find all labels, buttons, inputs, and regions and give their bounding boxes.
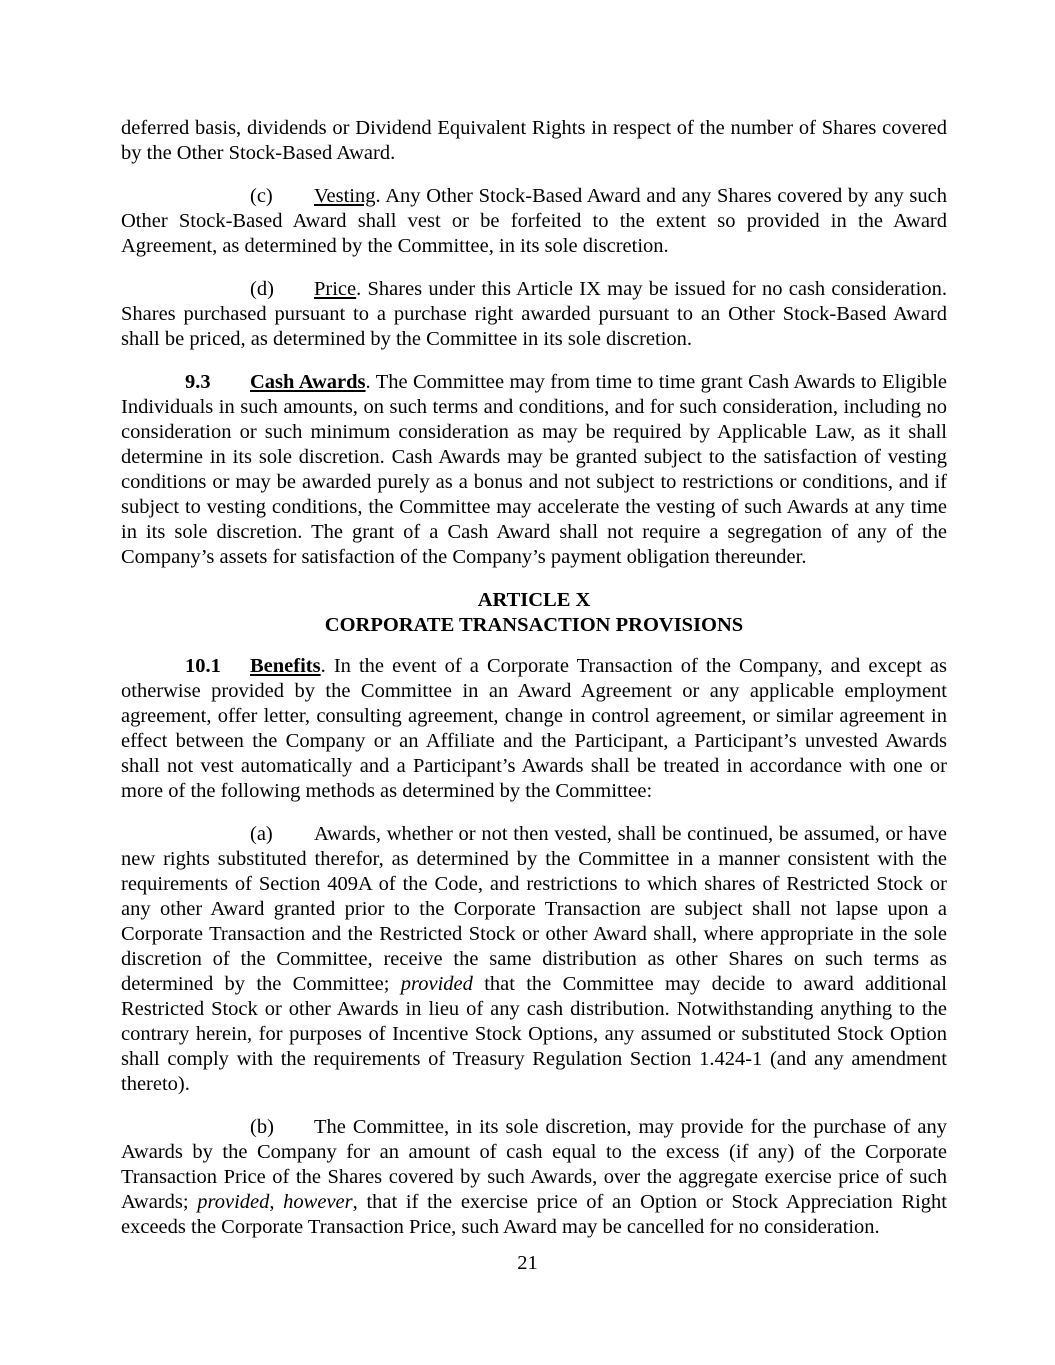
paragraph-d-term: Price <box>314 278 357 300</box>
paragraph-continuation-text: deferred basis, dividends or Dividend Equivalent Rights in respect of the number of Shares covered by the Other Stock-Based Award. <box>121 117 947 164</box>
article-x-number: ARTICLE X <box>477 589 591 611</box>
paragraph-c-label: (c) <box>250 185 273 207</box>
paragraph-a-label: (a) <box>250 823 273 845</box>
paragraph-b-italic: provided, however <box>197 1191 353 1213</box>
article-x-title: CORPORATE TRANSACTION PROVISIONS <box>324 614 744 636</box>
section-9-3 <box>121 370 947 570</box>
section-9-3-text: . The Committee may from time to time grant Cash Awards to Eligible Individuals in such amounts, on such terms and conditions, and for such consideration, including no consideration or such minimum consideration as may be required by Applicable Law, as it shall determine in its sole discretion. Cash Awards may be granted subject to the satisfaction of vesting conditions or may be awarded purely as a bonus and not subject to restrictions or conditions, and if subject to vesting conditions, the Committee may accelerate the vesting of such Awards at any time in its sole discretion. The grant of a Cash Award shall not require a segregation of any of the Company’s assets for satisfaction of the Company’s payment obligation thereunder. <box>121 371 947 568</box>
paragraph-d-label: (d) <box>250 278 274 300</box>
paragraph-a-text-1: Awards, whether or not then vested, shall be continued, be assumed, or have new rights substituted therefor, as determined by the Committee in a manner consistent with the requirements of Section 409A of the Code, and restrictions to which shares of Restricted Stock or any other Award granted prior to the Corporate Transaction are subject shall not lapse upon a Corporate Transaction and the Restricted Stock or other Award shall, where appropriate in the sole discretion of the Committee, receive the same distribution as other Shares on such terms as determined by the Committee; <box>121 823 947 995</box>
article-x-heading <box>121 588 947 638</box>
paragraph-b <box>121 1115 947 1240</box>
paragraph-c-text: . Any Other Stock-Based Award and any Shares covered by any such Other Stock-Based Award shall vest or be forfeited to the extent so provided in the Award Agreement, as determined by the Committee, in its sole discretion. <box>121 185 947 257</box>
paragraph-a-text-2: that the Committee may decide to award additional Restricted Stock or other Awards in lieu of any cash distribution. Notwithstanding anything to the contrary herein, for purposes of Incentive Stock Options, any assumed or substituted Stock Option shall comply with the requirements of Treasury Regulation Section 1.424-1 (and any amendment thereto). <box>121 973 947 1095</box>
section-10-1-term: Benefits <box>250 655 321 677</box>
section-10-1-number: 10.1 <box>185 655 221 677</box>
paragraph-b-label: (b) <box>250 1116 274 1138</box>
paragraph-d <box>121 277 947 352</box>
section-10-1 <box>121 654 947 804</box>
paragraph-continuation <box>121 116 947 166</box>
paragraph-a-italic: provided <box>400 973 473 995</box>
paragraph-c-term: Vesting <box>314 185 376 207</box>
section-10-1-text: . In the event of a Corporate Transaction of the Company, and except as otherwise provided by the Committee in an Award Agreement or any applicable employment agreement, offer letter, consulting agreement, change in control agreement, or similar agreement in effect between the Company or an Affiliate and the Participant, a Participant’s unvested Awards shall not vest automatically and a Participant’s Awards shall be treated in accordance with one or more of the following methods as determined by the Committee: <box>121 655 947 802</box>
paragraph-c <box>121 184 947 259</box>
paragraph-a <box>121 822 947 1097</box>
section-9-3-number: 9.3 <box>185 371 211 393</box>
section-9-3-term: Cash Awards <box>250 371 366 393</box>
paragraph-b-text-2: , that if the exercise price of an Option or Stock Appreciation Right exceeds the Corporate Transaction Price, such Award may be cancelled for no consideration. <box>121 1191 948 1238</box>
page-number: 21 <box>517 1252 538 1274</box>
paragraph-b-text-1: The Committee, in its sole discretion, may provide for the purchase of any Awards by the Company for an amount of cash equal to the excess (if any) of the Corporate Transaction Price of the Shares covered by such Awards, over the aggregate exercise price of such Awards; <box>121 1116 947 1213</box>
paragraph-d-text: . Shares under this Article IX may be issued for no cash consideration. Shares purchased pursuant to a purchase right awarded pursuant to an Other Stock-Based Award shall be priced, as determined by the Committee in its sole discretion. <box>121 278 947 350</box>
